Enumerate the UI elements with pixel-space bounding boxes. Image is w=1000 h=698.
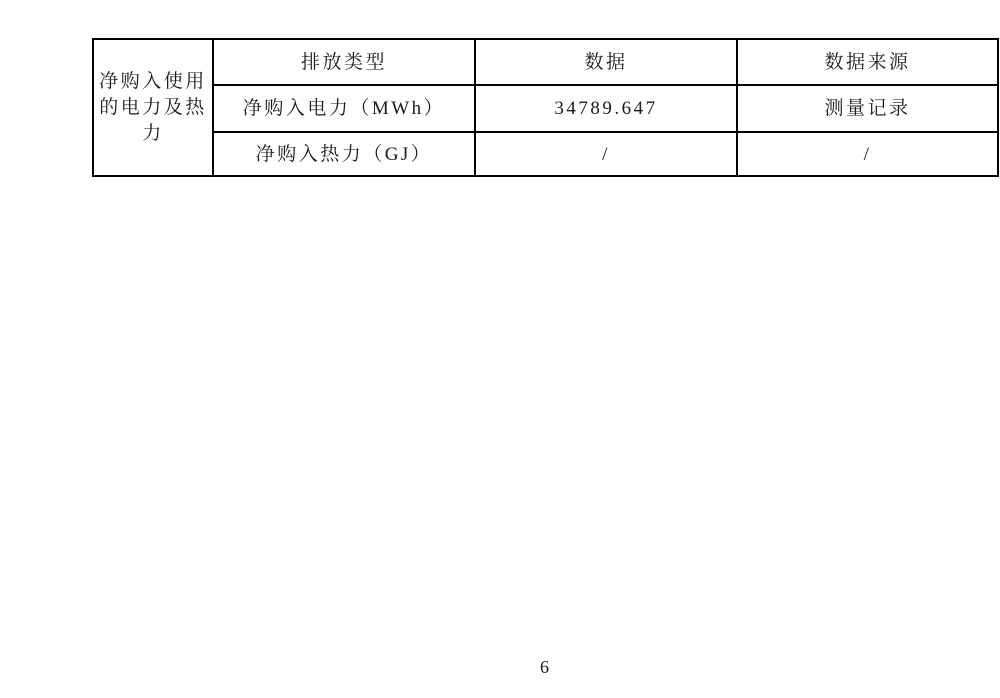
column-header-data: 数据 xyxy=(475,39,737,85)
electricity-type-cell: 净购入电力（MWh） xyxy=(213,85,475,132)
table-row-heat xyxy=(93,132,998,176)
heat-source-cell: / xyxy=(737,132,998,176)
row-group-label-cell xyxy=(93,39,213,176)
table-row-electricity xyxy=(93,85,998,132)
electricity-value-cell: 34789.647 xyxy=(475,85,737,132)
row-group-label: 净购入使用的电力及热力 xyxy=(99,70,207,144)
electricity-source-cell: 测量记录 xyxy=(737,85,998,132)
heat-type-cell: 净购入热力（GJ） xyxy=(213,132,475,176)
heat-value-cell: / xyxy=(475,132,737,176)
page-number: 6 xyxy=(540,657,549,677)
net-purchased-energy-table xyxy=(92,38,999,177)
table-header-row xyxy=(93,39,998,85)
column-header-data-source: 数据来源 xyxy=(737,39,998,85)
column-header-emission-type: 排放类型 xyxy=(213,39,475,85)
